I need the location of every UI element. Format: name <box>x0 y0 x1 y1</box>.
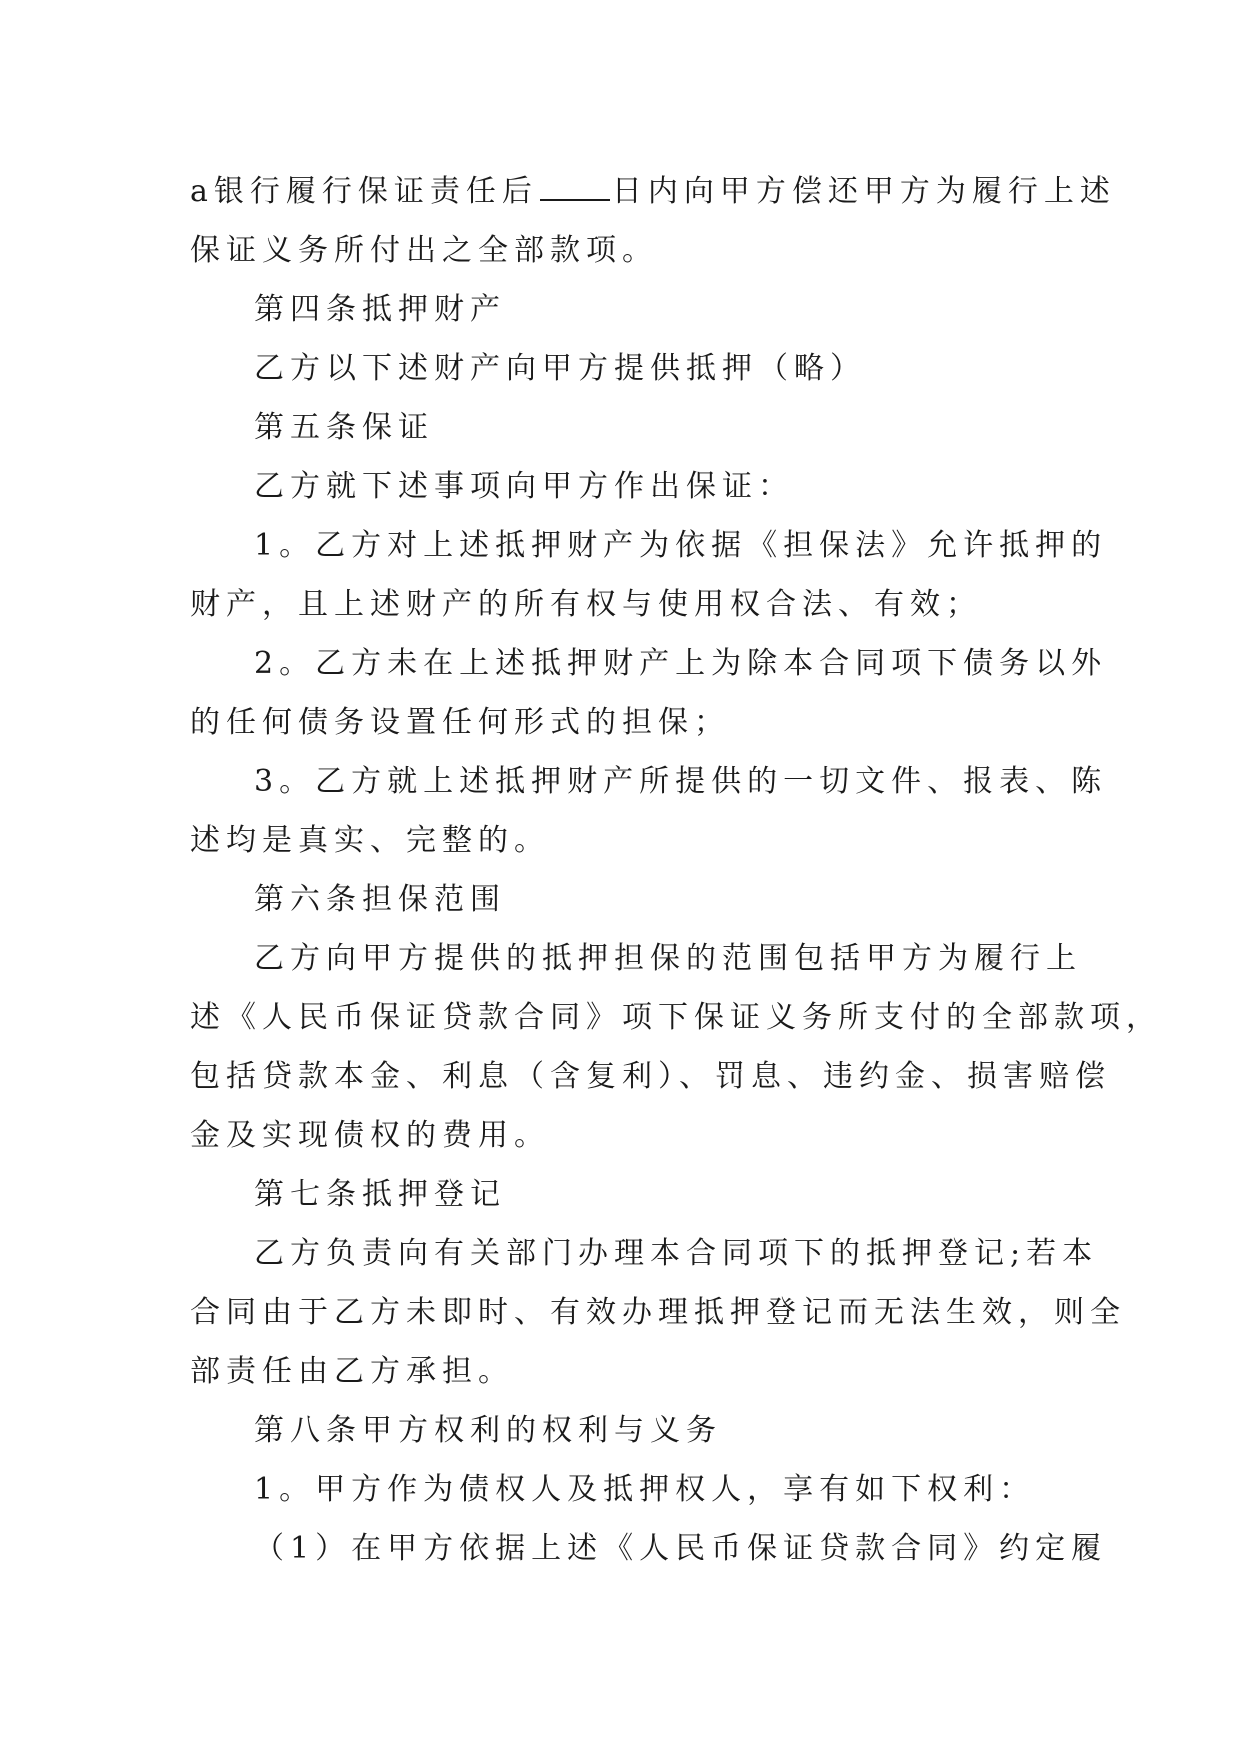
article-8-sub-item-1: （1）在甲方依据上述《人民币保证贷款合同》约定履 <box>254 1531 1108 1566</box>
article-6-body-cont: 述《人民币保证贷款合同》项下保证义务所支付的全部款项， <box>190 1000 1162 1035</box>
article-5-item-3-cont: 述均是真实、完整的。 <box>190 823 550 858</box>
article-6-body-cont: 金及实现债权的费用。 <box>190 1118 550 1153</box>
document-page <box>190 162 1162 1578</box>
fill-in-blank <box>540 173 610 201</box>
article-5-intro: 乙方就下述事项向甲方作出保证： <box>254 469 794 504</box>
article-4-title: 第四条抵押财产 <box>254 292 506 327</box>
article-7-title: 第七条抵押登记 <box>254 1177 506 1212</box>
article-6-body-cont: 包括贷款本金、利息（含复利）、罚息、违约金、损害赔偿 <box>190 1059 1111 1094</box>
text-line <box>190 162 1116 221</box>
article-5-title: 第五条保证 <box>254 410 434 445</box>
article-8-title: 第八条甲方权利的权利与义务 <box>254 1413 722 1448</box>
article-7-body-cont: 部责任由乙方承担。 <box>190 1354 514 1389</box>
article-7-body: 乙方负责向有关部门办理本合同项下的抵押登记;若本 <box>254 1236 1099 1271</box>
article-5-item-2: 2。乙方未在上述抵押财产上为除本合同项下债务以外 <box>254 646 1108 681</box>
article-7-body-cont: 合同由于乙方未即时、有效办理抵押登记而无法生效，则全 <box>190 1295 1126 1330</box>
article-5-item-2-cont: 的任何债务设置任何形式的担保； <box>190 705 730 740</box>
text-segment: a银行履行保证责任后 <box>190 174 538 209</box>
article-8-item-1: 1。甲方作为债权人及抵押权人，享有如下权利： <box>254 1472 1036 1507</box>
article-5-item-1: 1。乙方对上述抵押财产为依据《担保法》允许抵押的 <box>254 528 1108 563</box>
text-line: 保证义务所付出之全部款项。 <box>190 233 658 268</box>
article-4-body: 乙方以下述财产向甲方提供抵押（略） <box>254 351 866 386</box>
article-5-item-3: 3。乙方就上述抵押财产所提供的一切文件、报表、陈 <box>254 764 1108 799</box>
article-6-body: 乙方向甲方提供的抵押担保的范围包括甲方为履行上 <box>254 941 1082 976</box>
article-5-item-1-cont: 财产，且上述财产的所有权与使用权合法、有效； <box>190 587 982 622</box>
article-6-title: 第六条担保范围 <box>254 882 506 917</box>
text-segment: 日内向甲方偿还甲方为履行上述 <box>611 174 1116 209</box>
